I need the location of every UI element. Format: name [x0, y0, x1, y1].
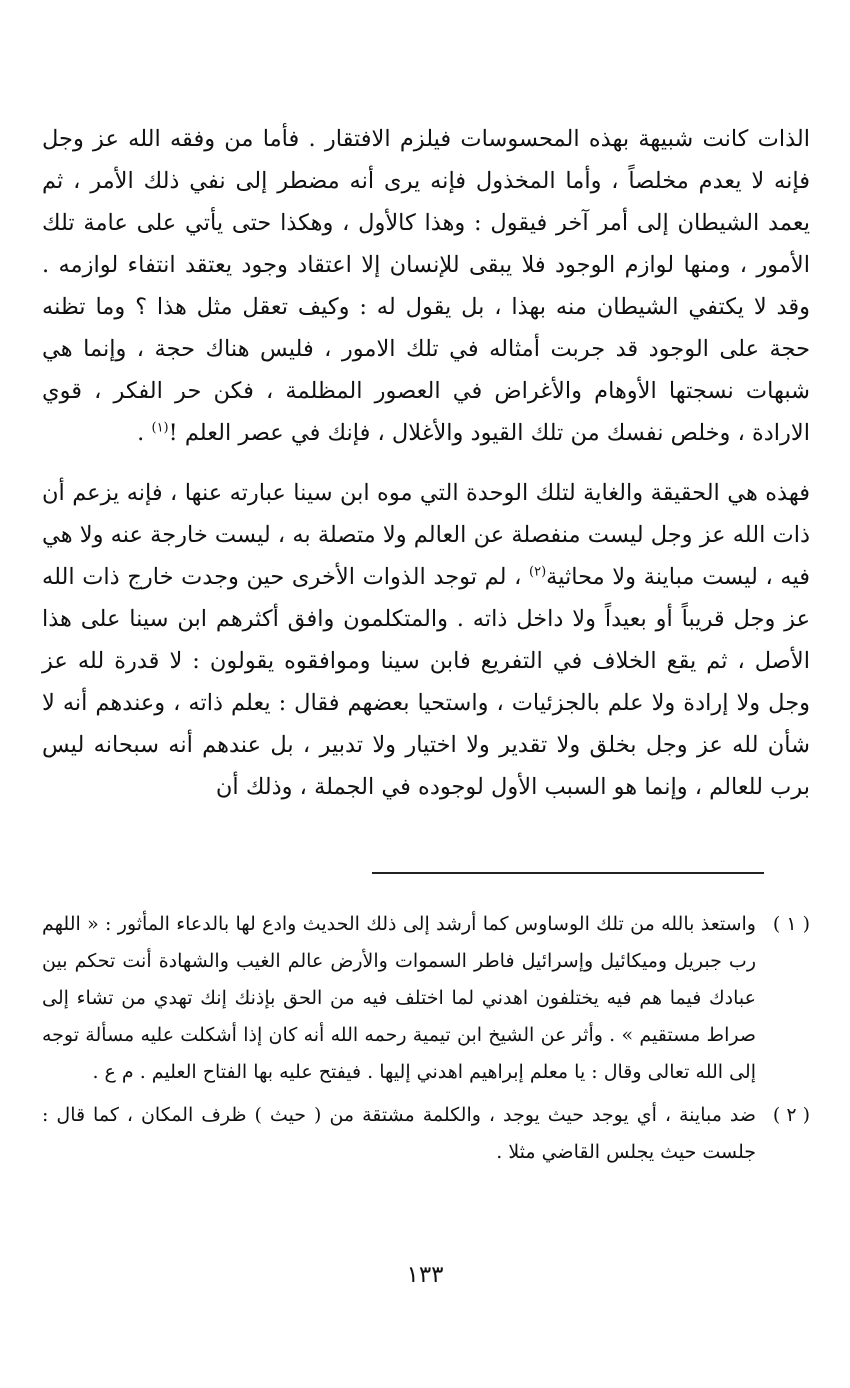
paragraph-2-text-part1: فهذه هي الحقيقة والغاية لتلك الوحدة التي موه ابن سينا عبارته عنها ، فإنه يزعم أن ذات الله عز وجل ليست منفصلة عن العالم ولا متصلة به ، ليست خارجة عنه ولا هي فيه ، ليست مباينة ولا محاثية [42, 480, 810, 590]
footnote-2-text: ضد مباينة ، أي يوجد حيث يوجد ، والكلمة مشتقة من ( حيث ) ظرف المكان ، كما قال : جلست حيث يجلس القاضي مثلا . [42, 1104, 756, 1163]
footnote-1-text: واستعذ بالله من تلك الوساوس كما أرشد إلى ذلك الحديث وادع لها بالدعاء المأثور : « اللهم رب جبريل وميكائيل وإسرائيل فاطر السموات والأرض عالم الغيب والشهادة أنت تحكم بين عبادك فيما هم فيه يختلفون اهدني لما اختلف فيه من الحق بإذنك إنك تهدي من تشاء إلى صراط مستقيم » . وأثر عن الشيخ ابن تيمية رحمه الله أنه كان إذا أشكلت عليه مسألة توجه إلى الله تعالى وقال : يا معلم إبراهيم اهدني إليها . فيفتح عليه بها الفتاح العليم . م ع . [42, 913, 756, 1083]
footnote-ref-1: (١) [151, 420, 169, 436]
paragraph-2 [42, 472, 810, 808]
footnote-2-marker: ( ٢ ) [772, 1104, 810, 1126]
paragraph-2-text-part2: ، لم توجد الذوات الأخرى حين وجدت خارج ذات الله عز وجل قريباً أو بعيداً ولا داخل ذاته . والمتكلمون وافق أكثرهم ابن سينا على هذا الأصل ، ثم يقع الخلاف في التفريع فابن سينا وموافقوه يقولون : لا قدرة لله عز وجل ولا إرادة ولا علم بالجزئيات ، واستحيا بعضهم فقال : يعلم ذاته ، وعندهم أنه لا شأن لله عز وجل بخلق ولا تقدير ولا اختيار ولا تدبير ، بل عندهم أنه سبحانه ليس برب للعالم ، وإنما هو السبب الأول لوجوده في الجملة ، وذلك أن [42, 564, 810, 800]
page-number: ١٣٣ [406, 1262, 444, 1288]
paragraph-1 [42, 118, 810, 454]
main-text [42, 118, 810, 808]
paragraph-1-tail: . [137, 420, 152, 446]
footnotes [42, 906, 810, 1177]
footnote-ref-2: (٢) [529, 564, 547, 580]
footnote-2 [42, 1097, 810, 1171]
footnote-separator [372, 872, 764, 874]
paragraph-1-text: الذات كانت شبيهة بهذه المحسوسات فيلزم الافتقار . فأما من وفقه الله عز وجل فإنه لا يعدم مخلصاً ، وأما المخذول فإنه يرى أنه مضطر إلى نفي ذلك الأمر ، ثم يعمد الشيطان إلى أمر آخر فيقول : وهذا كالأول ، وهكذا حتى يأتي على عامة تلك الأمور ، ومنها لوازم الوجود فلا يبقى للإنسان إلا اعتقاد وجود يعتقد انتفاء لوازمه . وقد لا يكتفي الشيطان منه بهذا ، بل يقول له : وكيف تعقل مثل هذا ؟ وما تظنه حجة على الوجود قد جربت أمثاله في تلك الامور ، فليس هناك حجة ، وإنما هي شبهات نسجتها الأوهام والأغراض في العصور المظلمة ، فكن حر الفكر ، قوي الارادة ، وخلص نفسك من تلك القيود والأغلال ، فإنك في عصر العلم ! [42, 126, 810, 446]
footnote-1 [42, 906, 810, 1091]
footnote-1-marker: ( ١ ) [772, 913, 810, 935]
